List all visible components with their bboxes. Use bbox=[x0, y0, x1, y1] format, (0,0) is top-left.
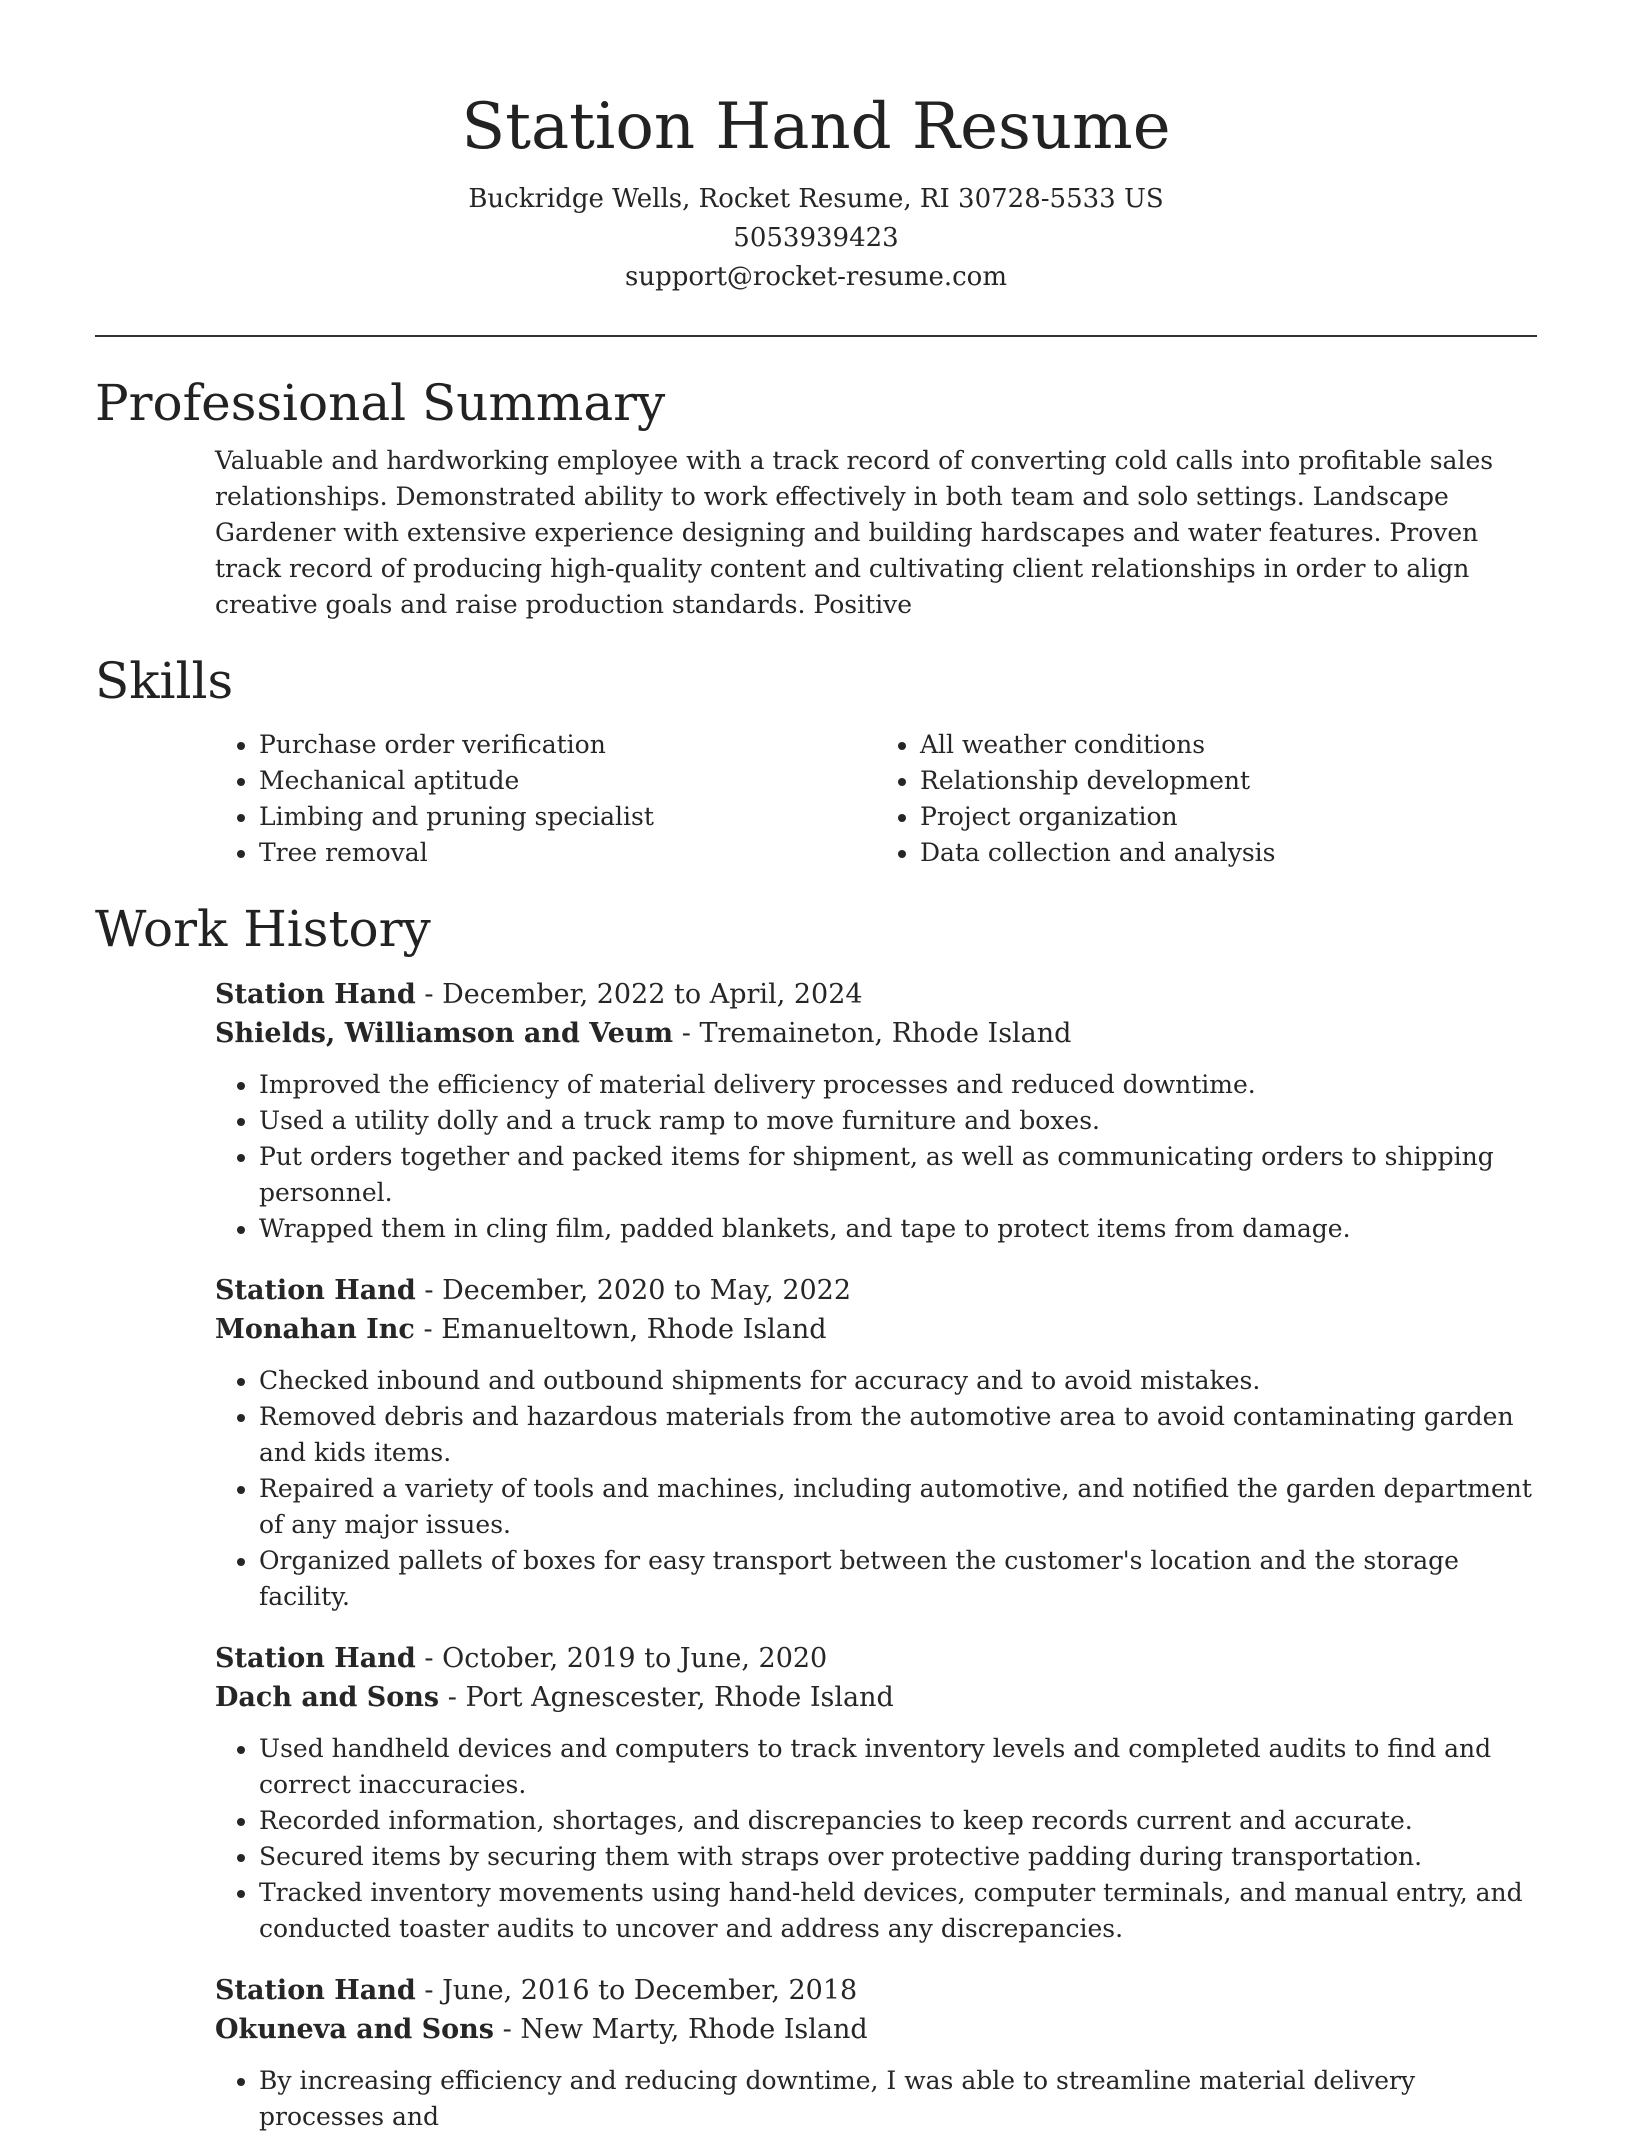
job-bullet: • Checked inbound and outbound shipments for accuracy and to avoid mistakes. bbox=[259, 1363, 1537, 1399]
job-company-line bbox=[215, 2010, 1537, 2049]
separator: - bbox=[447, 1682, 466, 1713]
job-role: Station Hand bbox=[215, 1275, 416, 1306]
job-company: Monahan Inc bbox=[215, 1314, 415, 1345]
work-history-heading: Work History bbox=[95, 900, 431, 958]
job-role: Station Hand bbox=[215, 979, 416, 1010]
job-role: Station Hand bbox=[215, 1643, 416, 1674]
job-bullet-list bbox=[215, 1067, 1537, 1247]
skill-item: • Data collection and analysis bbox=[920, 835, 1537, 871]
contact-email: support@rocket-resume.com bbox=[624, 262, 1007, 292]
resume-title: Station Hand Resume bbox=[461, 90, 1171, 164]
job-dates: June, 2016 to December, 2018 bbox=[442, 1975, 858, 2006]
job-title-line bbox=[215, 1271, 1537, 1310]
job-bullet: • Repaired a variety of tools and machines, including automotive, and notified the garden department of any major issues. bbox=[259, 1471, 1537, 1543]
job-location: Port Agnescester, Rhode Island bbox=[465, 1682, 894, 1713]
work-history-body bbox=[95, 975, 1537, 2135]
skill-item: • Limbing and pruning specialist bbox=[259, 799, 876, 835]
job-bullet: • Removed debris and hazardous materials from the automotive area to avoid contaminating garden and kids items. bbox=[259, 1399, 1537, 1471]
separator: - bbox=[502, 2014, 521, 2045]
job-location: New Marty, Rhode Island bbox=[520, 2014, 868, 2045]
job-dates: October, 2019 to June, 2020 bbox=[442, 1643, 828, 1674]
header-divider bbox=[95, 335, 1537, 337]
job-company-line bbox=[215, 1014, 1537, 1053]
job-bullet: • Put orders together and packed items for shipment, as well as communicating orders to shipping personnel. bbox=[259, 1139, 1537, 1211]
job-entry bbox=[215, 975, 1537, 1247]
job-bullet: • By increasing efficiency and reducing downtime, I was able to streamline material delivery processes and bbox=[259, 2063, 1537, 2135]
job-company-line bbox=[215, 1678, 1537, 1717]
job-bullet: • Improved the efficiency of material delivery processes and reduced downtime. bbox=[259, 1067, 1537, 1103]
job-location: Tremaineton, Rhode Island bbox=[699, 1018, 1072, 1049]
job-bullet-list bbox=[215, 2063, 1537, 2135]
skills-heading: Skills bbox=[95, 652, 234, 710]
job-title-line bbox=[215, 1971, 1537, 2010]
separator: - bbox=[424, 979, 443, 1010]
summary-body bbox=[95, 443, 1537, 623]
contact-block bbox=[95, 180, 1537, 297]
job-dates: December, 2020 to May, 2022 bbox=[442, 1275, 852, 1306]
job-company: Shields, Williamson and Veum bbox=[215, 1018, 674, 1049]
job-entry bbox=[215, 1271, 1537, 1615]
separator: - bbox=[681, 1018, 700, 1049]
work-history-section bbox=[95, 897, 1537, 2135]
job-bullet: • Wrapped them in cling film, padded blankets, and tape to protect items from damage. bbox=[259, 1211, 1537, 1247]
skill-item: • All weather conditions bbox=[920, 727, 1537, 763]
skill-item: • Project organization bbox=[920, 799, 1537, 835]
skill-item: • Purchase order verification bbox=[259, 727, 876, 763]
separator: - bbox=[424, 1643, 443, 1674]
job-entry bbox=[215, 1971, 1537, 2135]
job-title-line bbox=[215, 1639, 1537, 1678]
job-bullet: • Used handheld devices and computers to track inventory levels and completed audits to find and correct inaccuracies. bbox=[259, 1731, 1537, 1803]
skills-list-right bbox=[876, 727, 1537, 871]
job-title-line bbox=[215, 975, 1537, 1014]
job-location: Emanueltown, Rhode Island bbox=[441, 1314, 827, 1345]
job-company: Dach and Sons bbox=[215, 1682, 440, 1713]
skills-section bbox=[95, 649, 1537, 871]
summary-text: Valuable and hardworking employee with a track record of converting cold calls into profitable sales relationships. Demonstrated ability to work effectively in both team and solo settings. Landscape Gardener with extensive experience designing and building hardscapes and water features. Proven track record of producing high-quality content and cultivating client relationships in order to align creative goals and raise production standards. Positive bbox=[215, 446, 1494, 619]
job-bullet: • Used a utility dolly and a truck ramp to move furniture and boxes. bbox=[259, 1103, 1537, 1139]
job-company: Okuneva and Sons bbox=[215, 2014, 494, 2045]
separator: - bbox=[424, 1975, 443, 2006]
job-bullet: • Secured items by securing them with straps over protective padding during transportation. bbox=[259, 1839, 1537, 1875]
contact-address: Buckridge Wells, Rocket Resume, RI 30728-5533 US bbox=[468, 184, 1164, 214]
contact-phone: 5053939423 bbox=[733, 223, 899, 253]
job-role: Station Hand bbox=[215, 1975, 416, 2006]
skills-body bbox=[95, 727, 1537, 871]
separator: - bbox=[423, 1314, 442, 1345]
job-bullet-list bbox=[215, 1731, 1537, 1947]
job-bullet: • Recorded information, shortages, and discrepancies to keep records current and accurate. bbox=[259, 1803, 1537, 1839]
job-dates: December, 2022 to April, 2024 bbox=[442, 979, 863, 1010]
summary-heading: Professional Summary bbox=[95, 374, 666, 432]
skill-item: • Mechanical aptitude bbox=[259, 763, 876, 799]
skills-grid bbox=[215, 727, 1537, 871]
job-company-line bbox=[215, 1310, 1537, 1349]
job-bullet-list bbox=[215, 1363, 1537, 1615]
separator: - bbox=[424, 1275, 443, 1306]
job-bullet: • Tracked inventory movements using hand-held devices, computer terminals, and manual entry, and conducted toaster audits to uncover and address any discrepancies. bbox=[259, 1875, 1537, 1947]
skills-list-left bbox=[215, 727, 876, 871]
job-entry bbox=[215, 1639, 1537, 1947]
summary-section bbox=[95, 371, 1537, 623]
skill-item: • Relationship development bbox=[920, 763, 1537, 799]
job-bullet: • Organized pallets of boxes for easy transport between the customer's location and the storage facility. bbox=[259, 1543, 1537, 1615]
resume-header bbox=[95, 0, 1537, 297]
skill-item: • Tree removal bbox=[259, 835, 876, 871]
